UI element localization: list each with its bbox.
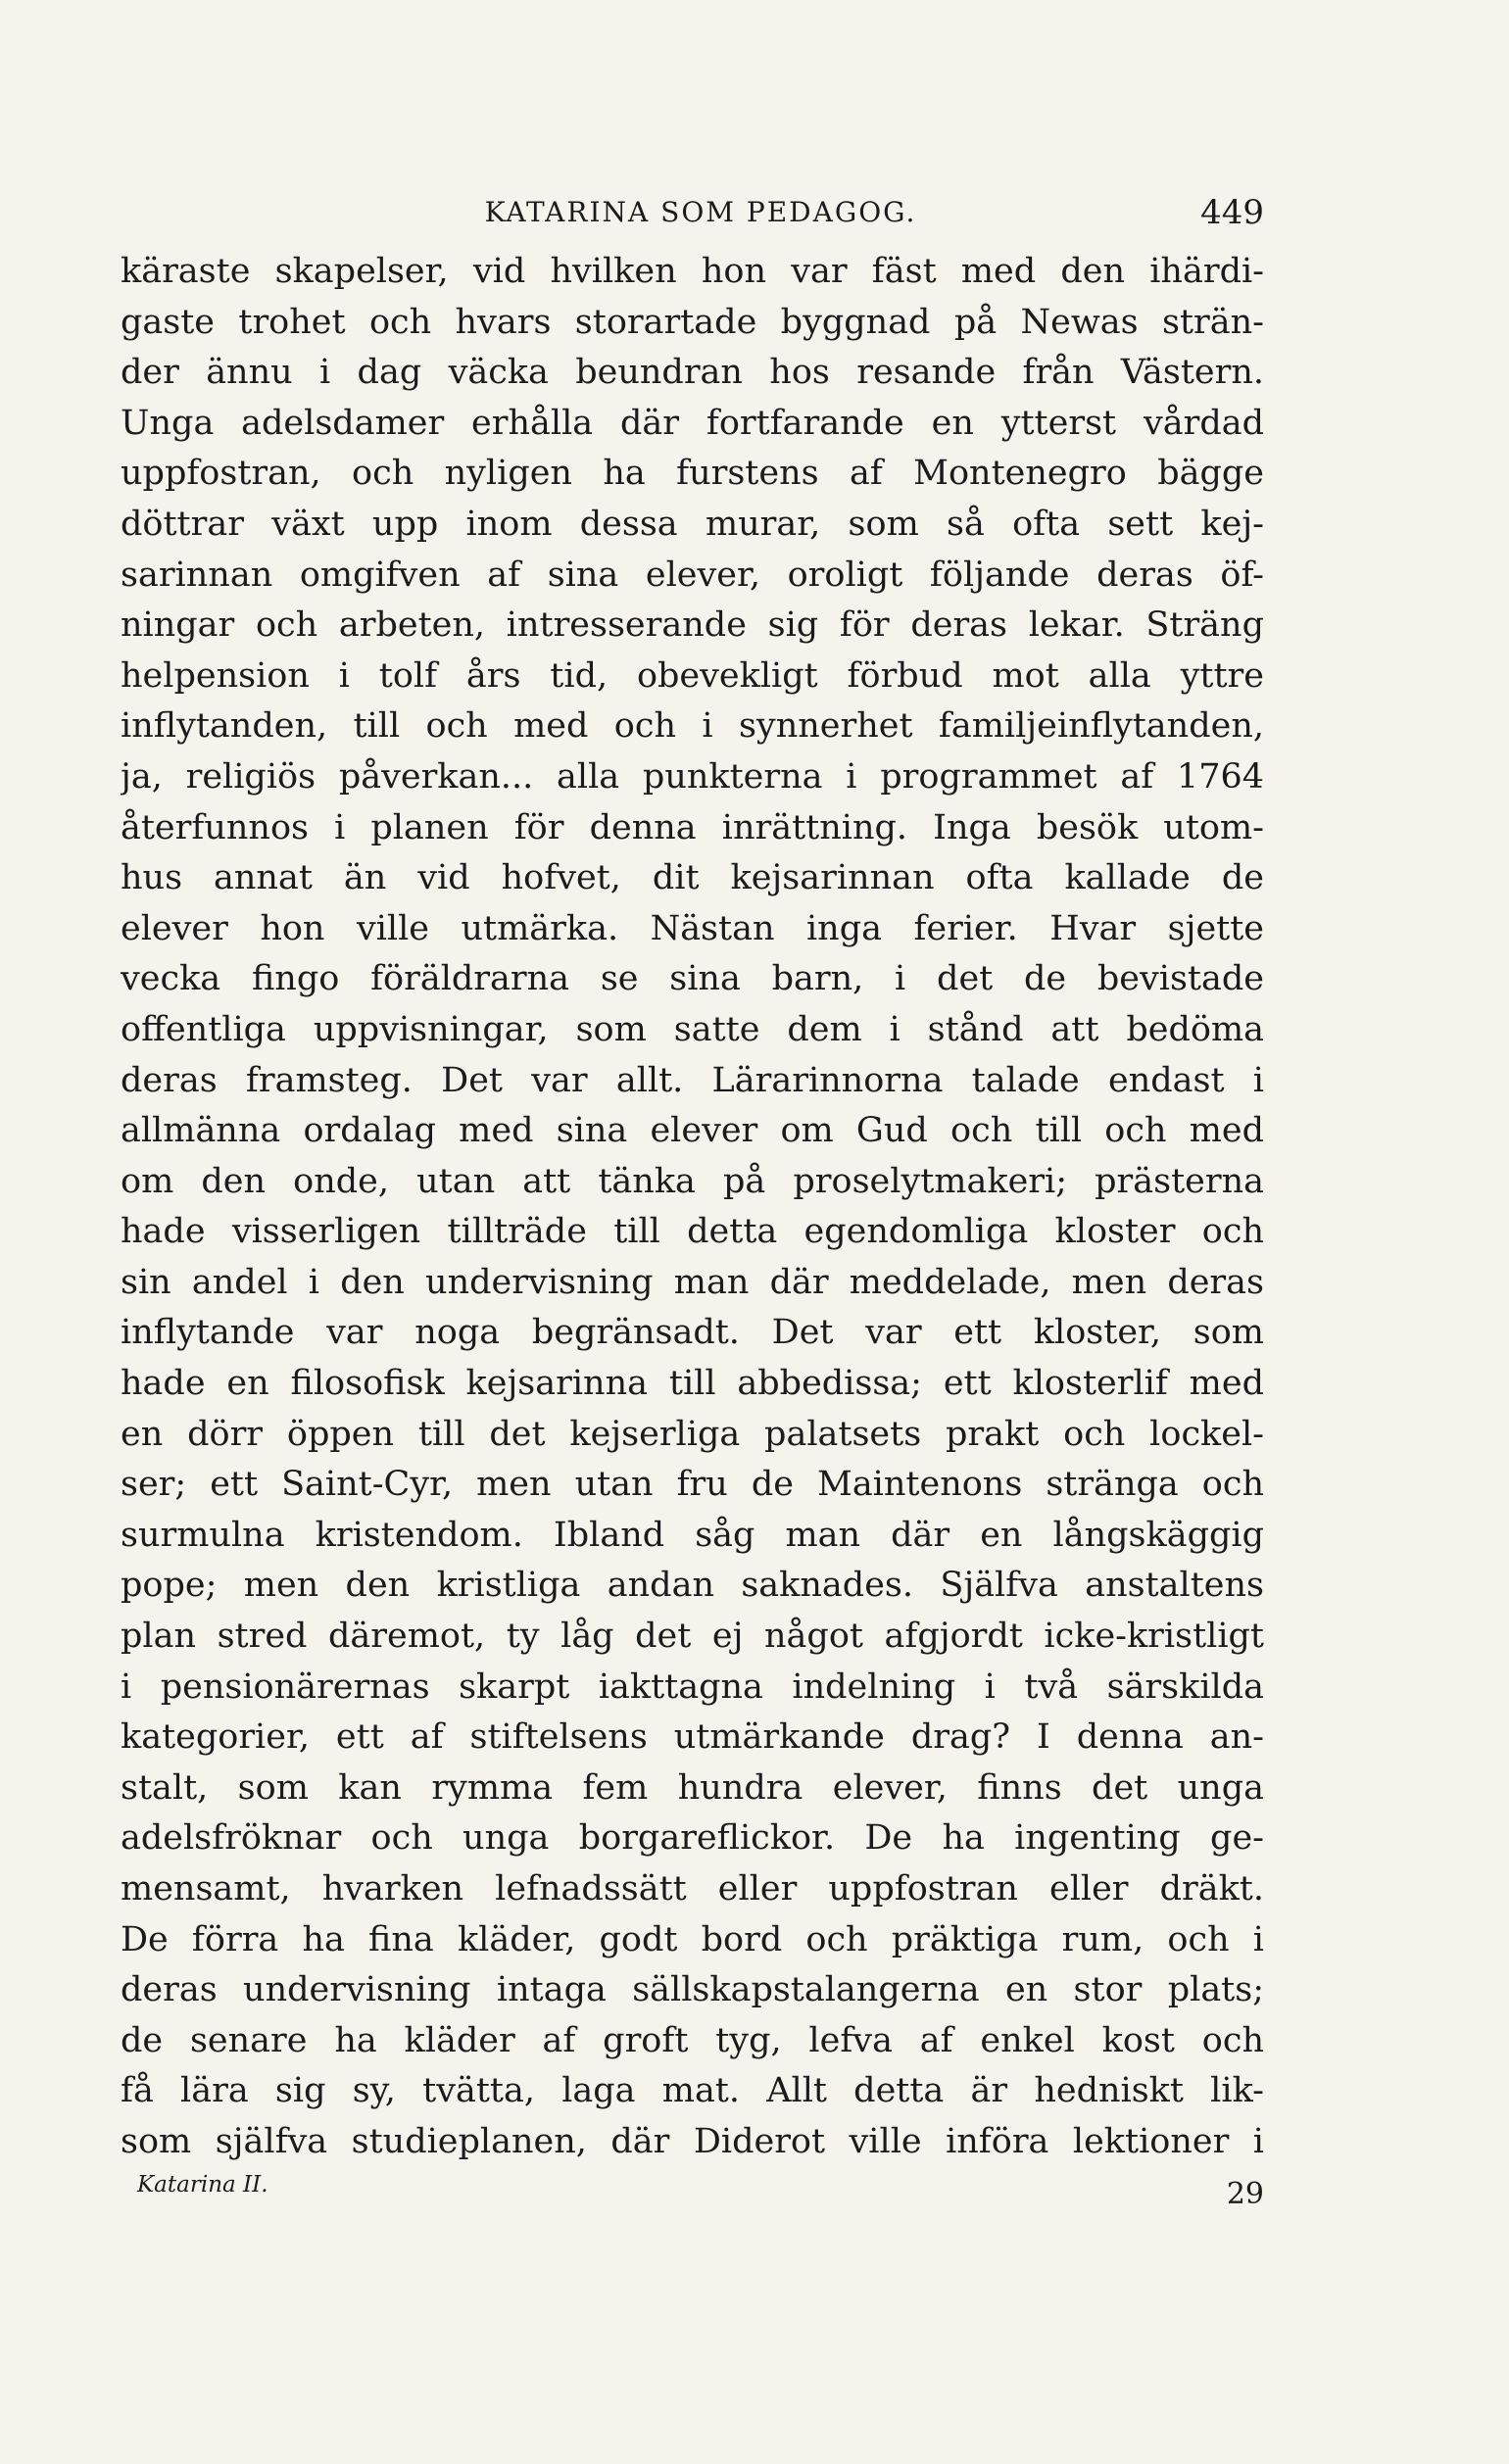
- text-line: om den onde, utan att tänka på proselytmakeri; prästerna: [121, 1161, 1264, 1201]
- text-line: ja, religiös påverkan... alla punkterna i programmet af 1764: [121, 756, 1264, 797]
- page-header: [137, 188, 1264, 237]
- text-line: offentliga uppvisningar, som satte dem i stånd att bedöma: [121, 1009, 1264, 1049]
- running-head: KATARINA SOM PEDAGOG.: [484, 196, 917, 228]
- text-line: döttrar växt upp inom dessa murar, som så ofta sett kej-: [121, 504, 1264, 544]
- text-line: mensamt, hvarken lefnadssätt eller uppfostran eller dräkt.: [121, 1869, 1264, 1908]
- text-line: de senare ha kläder af groft tyg, lefva af enkel kost och: [121, 2020, 1264, 2060]
- text-line: surmulna kristendom. Ibland såg man där en långskäggig: [121, 1515, 1264, 1555]
- text-line: stalt, som kan rymma fem hundra elever, finns det unga: [121, 1767, 1264, 1808]
- text-line: få lära sig sy, tvätta, laga mat. Allt detta är hedniskt lik-: [121, 2071, 1264, 2111]
- text-line: allmänna ordalag med sina elever om Gud och till och med: [121, 1111, 1264, 1151]
- text-line: pope; men den kristliga andan saknades. Själfva anstaltens: [121, 1566, 1264, 1606]
- text-line: ningar och arbeten, intresserande sig för deras lekar. Sträng: [121, 605, 1264, 646]
- text-line: hade en filosofisk kejsarinna till abbedissa; ett klosterlif med: [121, 1364, 1264, 1404]
- text-line: sarinnan omgifven af sina elever, oroligt följande deras öf-: [121, 555, 1264, 595]
- text-line: gaste trohet och hvars storartade byggnad på Newas strän-: [121, 302, 1264, 342]
- text-line: plan stred däremot, ty låg det ej något afgjordt icke-kristligt: [121, 1617, 1264, 1657]
- text-line: återfunnos i planen för denna inrättning. Inga besök utom-: [121, 807, 1264, 847]
- text-line: som själfva studieplanen, där Diderot ville införa lektioner i: [121, 2121, 1264, 2161]
- text-line: hade visserligen tillträde till detta egendomliga kloster och: [121, 1212, 1264, 1252]
- signature-mark: Katarina II.: [137, 2172, 268, 2198]
- text-line: uppfostran, och nyligen ha furstens af Montenegro bägge: [121, 454, 1264, 494]
- text-line: der ännu i dag väcka beundran hos resande från Västern.: [121, 353, 1264, 393]
- text-line: De förra ha fina kläder, godt bord och präktiga rum, och i: [121, 1919, 1264, 1959]
- text-line: elever hon ville utmärka. Nästan inga ferier. Hvar sjette: [121, 908, 1264, 948]
- text-line: en dörr öppen till det kejserliga palatsets prakt och lockel-: [121, 1414, 1264, 1454]
- text-line: vecka fingo föräldrarna se sina barn, i det de bevistade: [121, 959, 1264, 999]
- text-line: Unga adelsdamer erhålla där fortfarande en ytterst vårdad: [121, 403, 1264, 443]
- text-line: sin andel i den undervisning man där meddelade, men deras: [121, 1262, 1264, 1302]
- text-line: ser; ett Saint-Cyr, men utan fru de Maintenons stränga och: [121, 1465, 1264, 1505]
- body-text: [121, 247, 1264, 2168]
- text-line: inflytanden, till och med och i synnerhet familjeinflytanden,: [121, 706, 1264, 747]
- text-line: i pensionärernas skarpt iakttagna indelning i två särskilda: [121, 1667, 1264, 1707]
- text-line: hus annat än vid hofvet, dit kejsarinnan ofta kallade de: [121, 858, 1264, 898]
- page-footer: [137, 2165, 1264, 2224]
- page-number: 449: [1200, 193, 1264, 232]
- text-line: deras framsteg. Det var allt. Lärarinnorna talade endast i: [121, 1060, 1264, 1100]
- sheet-number: 29: [1226, 2177, 1264, 2211]
- text-line: adelsfröknar och unga borgareflickor. De ha ingenting ge-: [121, 1818, 1264, 1859]
- text-line: helpension i tolf års tid, obevekligt förbud mot alla yttre: [121, 655, 1264, 696]
- text-line: käraste skapelser, vid hvilken hon var fäst med den ihärdi-: [121, 252, 1264, 291]
- text-line: kategorier, ett af stiftelsens utmärkande drag? I denna an-: [121, 1717, 1264, 1758]
- text-line: deras undervisning intaga sällskapstalangerna en stor plats;: [121, 1970, 1264, 2010]
- text-line: inflytande var noga begränsadt. Det var ett kloster, som: [121, 1313, 1264, 1353]
